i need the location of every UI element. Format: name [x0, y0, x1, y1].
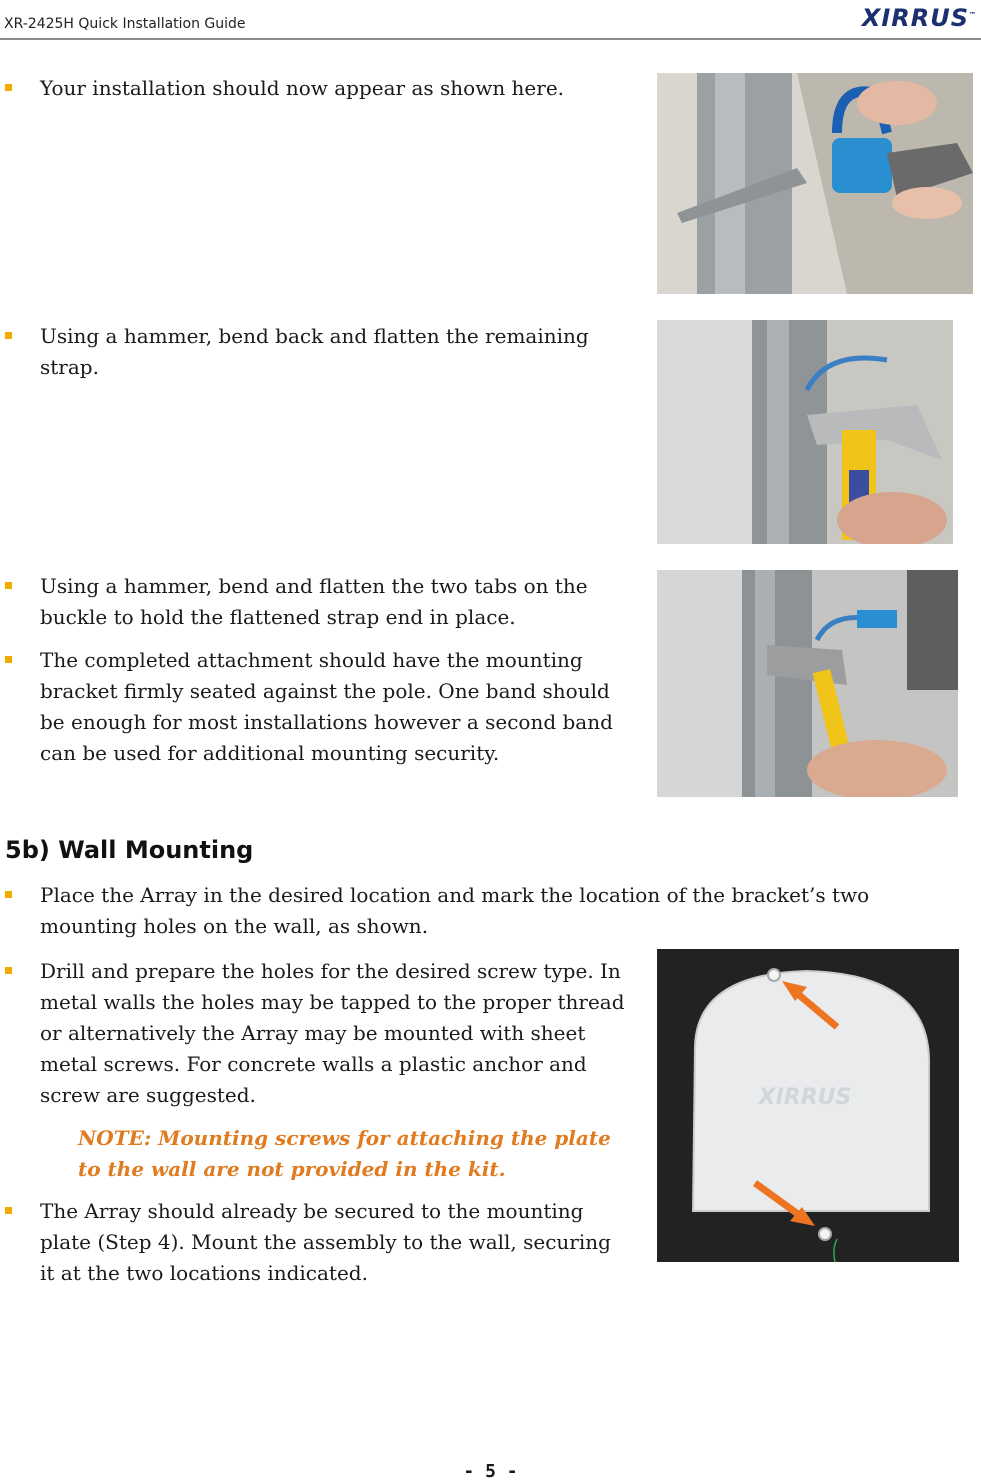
step-text: The completed attachment should have the mounting bracket firmly seated against the pole. One band should be enough for most installations however a second band can be used for additional mounting security. [40, 648, 613, 765]
bullet-square-icon [5, 1207, 12, 1214]
bullet-square-icon [5, 582, 12, 589]
note-screws-not-provided: NOTE: Mounting screws for attaching the plate to the wall are not provided in the kit. [78, 1126, 611, 1181]
page-number: - 5 - [463, 1461, 518, 1482]
step-text: The Array should already be secured to the mounting plate (Step 4). Mount the assembly to the wall, securing it at the two locations indicated. [40, 1199, 611, 1285]
step-text: Using a hammer, bend and flatten the two tabs on the buckle to hold the flattened strap end in place. [40, 574, 588, 629]
step-text: Using a hammer, bend back and flatten the remaining strap. [40, 324, 589, 379]
document-title: XR-2425H Quick Installation Guide [4, 16, 246, 32]
bullet-square-icon [5, 967, 12, 974]
step-mark-holes [5, 880, 970, 942]
step-text: Drill and prepare the holes for the desired screw type. In metal walls the holes may be tapped to the proper thread or alternatively the Array may be mounted with sheet metal screws. For concrete walls a plastic anchor and screw are suggested. [40, 959, 625, 1107]
photo-hammer-strap [657, 320, 953, 544]
step-mount-assembly [5, 1196, 625, 1289]
bullet-square-icon [5, 891, 12, 898]
photo-hammer-tabs [657, 570, 958, 797]
step-drill-holes [5, 956, 625, 1111]
xirrus-logo [862, 4, 977, 32]
logo-tm: ™ [969, 11, 977, 19]
plate-logo-text: XIRRUS [758, 1085, 852, 1110]
step-text: Your installation should now appear as shown here. [40, 76, 565, 100]
step-installation-appearance [5, 73, 625, 104]
step-text: Place the Array in the desired location and mark the location of the bracket’s two mounting holes on the wall, as shown. [40, 883, 870, 938]
page-header [0, 0, 981, 40]
bullet-square-icon [5, 84, 12, 91]
logo-text: XIRRUS [861, 4, 969, 32]
step-completed-attachment [5, 645, 625, 769]
bullet-square-icon [5, 332, 12, 339]
step-flatten-strap [5, 321, 625, 383]
photo-wall-plate [657, 949, 959, 1262]
bullet-square-icon [5, 656, 12, 663]
photo-pole-strap-tool [657, 73, 973, 294]
section-heading-wall-mounting: 5b) Wall Mounting [5, 836, 254, 864]
step-flatten-tabs [5, 571, 625, 633]
